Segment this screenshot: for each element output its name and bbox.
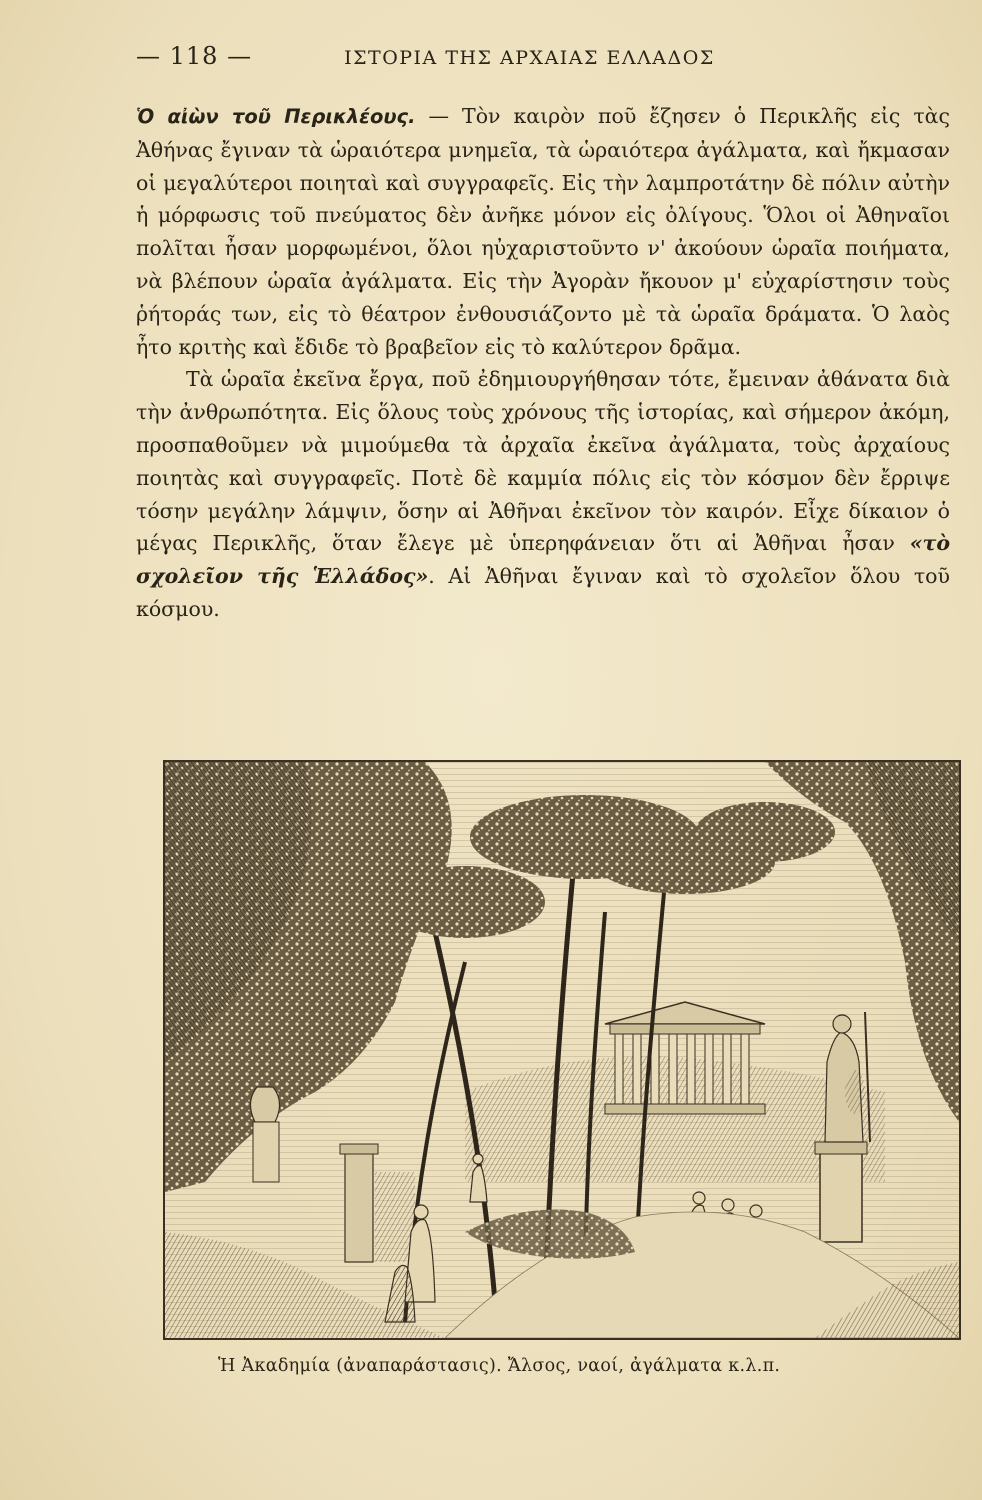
pericles-quote: «τὸ σχολεῖον τῆς Ἑλλάδος» xyxy=(136,531,950,589)
page-number: — 118 — xyxy=(136,42,253,70)
page-header xyxy=(136,42,776,78)
body-text xyxy=(136,100,950,626)
engraving-illustration xyxy=(165,762,959,1338)
paragraph-2-text: Τὰ ὡραῖα ἐκεῖνα ἔργα, ποῦ ἐδημιουργήθησαν τότε, ἔμειναν ἀθάνατα διὰ τὴν ἀνθρωπότητα. Εἰς ὅλους τοὺς χρόνους τῆς ἱστορίας, καὶ σήμερον ἀκόμη, προσπαθοῦμεν νὰ μιμούμεθα τὰ ἀρχαῖα ἐκεῖνα ἀγάλματα, τοὺς ἀρχαίους ποιητὰς καὶ συγγραφεῖς. Ποτὲ δὲ καμμία πόλις εἰς τὸν κόσμον δὲν ἔρριψε τόσην μεγάλην λάμψιν, ὅσην αἱ Ἀθῆναι ἐκεῖνον τὸν καιρόν. Εἶχε δίκαιον ὁ μέγας Περικλῆς, ὅταν ἔλεγε μὲ ὑπερηφάνειαν ὅτι αἱ Ἀθῆναι ἦσαν xyxy=(136,367,950,556)
figure-caption: Ἡ Ἀκαδημία (ἀναπαράστασις). Ἄλσος, ναοί, ἀγάλματα κ.λ.π. xyxy=(218,1356,781,1376)
paragraph-1-text: — Τὸν καιρὸν ποῦ ἔζησεν ὁ Περικλῆς εἰς τὰς Ἀθήνας ἔγιναν τὰ ὡραιότερα μνημεῖα, τὰ ὡραιότερα ἀγάλματα, καὶ ἤκμασαν οἱ μεγαλύτεροι ποιηταὶ καὶ συγγραφεῖς. Εἰς τὴν λαμπροτάτην δὲ πόλιν αὐτὴν ἡ μόρφωσις τοῦ πνεύματος δὲν ἀνῆκε μόνον εἰς ὀλίγους. Ὅλοι οἱ Ἀθηναῖοι πολῖται ἦσαν μορφωμένοι, ὅλοι ηὐχαριστοῦντο ν' ἀκούουν ὡραῖα ποιήματα, νὰ βλέπουν ὡραῖα ἀγάλματα. Εἰς τὴν Ἀγορὰν ἤκουον μ' εὐχαρίστησιν τοὺς ῥήτοράς των, εἰς τὸ θέατρον ἐνθουσιάζοντο μὲ τὰ ὡραῖα δράματα. Ὁ λαὸς ἦτο κριτὴς καὶ ἔδιδε τὸ βραβεῖον εἰς τὸ καλύτερον δρᾶμα. xyxy=(136,104,950,359)
paragraph-2 xyxy=(136,363,950,625)
running-title: ΙΣΤΟΡΙΑ ΤΗΣ ΑΡΧΑΙΑΣ ΕΛΛΑΔΟΣ xyxy=(344,47,715,69)
section-heading: Ὁ αἰὼν τοῦ Περικλέους. xyxy=(136,105,416,128)
paragraph-1 xyxy=(136,100,950,363)
academy-engraving xyxy=(163,760,961,1340)
paragraph-2-end: . Αἱ Ἀθῆναι ἔγιναν καὶ τὸ σχολεῖον ὅλου τοῦ κόσμου. xyxy=(136,564,950,621)
